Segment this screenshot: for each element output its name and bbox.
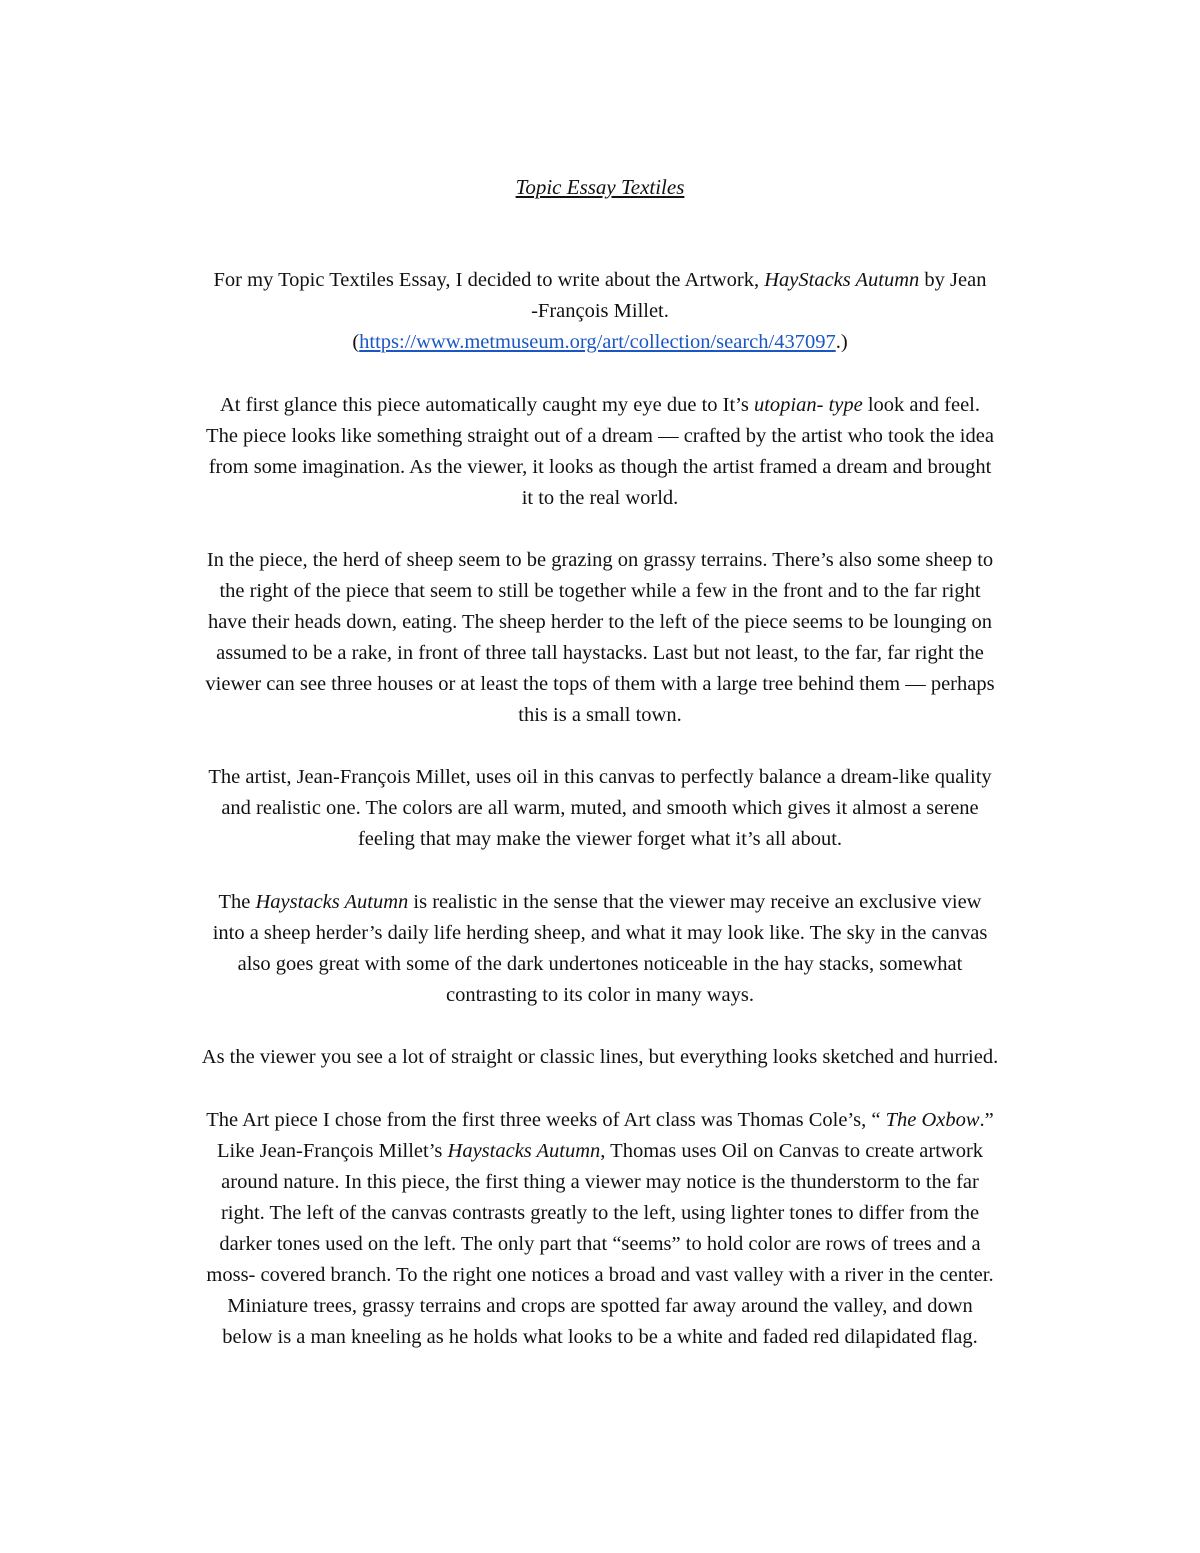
paragraph-line: around nature. In this piece, the first thing a viewer may notice is the thunderstorm to the far [221, 1171, 979, 1193]
paragraph-line: below is a man kneeling as he holds what looks to be a white and faded red dilapidated flag. [222, 1326, 978, 1348]
paragraph-line: also goes great with some of the dark undertones noticeable in the hay stacks, somewhat [237, 953, 963, 975]
paragraph-lines [130, 1042, 1070, 1073]
paragraph-line: contrasting to its color in many ways. [445, 984, 755, 1006]
paragraph-medium [130, 762, 1070, 855]
paragraph-line: Like Jean-François Millet’s Haystacks Autumn, Thomas uses Oil on Canvas to create artwork [216, 1140, 984, 1162]
paragraph-line: At first glance this piece automatically caught my eye due to It’s utopian- type look and feel. [220, 394, 980, 416]
paragraph-line: it to the real world. [521, 487, 679, 509]
paragraph-line: from some imagination. As the viewer, it looks as though the artist framed a dream and brought [208, 456, 992, 478]
paragraph-line: the right of the piece that seem to still be together while a few in the front and to the far right [219, 580, 981, 602]
intro-line-2: -François Millet. [531, 300, 669, 322]
paragraph-line: The piece looks like something straight out of a dream — crafted by the artist who took the idea [206, 425, 994, 447]
paragraph-line: In the piece, the herd of sheep seem to be grazing on grassy terrains. There’s also some sheep to [206, 549, 994, 571]
paragraph-line: assumed to be a rake, in front of three tall haystacks. Last but not least, to the far, far right the [216, 642, 984, 664]
document-title: Topic Essay Textiles [515, 175, 685, 199]
met-museum-link[interactable]: https://www.metmuseum.org/art/collection/search/437097 [359, 331, 836, 353]
artwork-title-italic: HayStacks Autumn [764, 269, 920, 291]
intro-paragraph [130, 265, 1070, 358]
paragraph-line: The Haystacks Autumn is realistic in the sense that the viewer may receive an exclusive view [218, 891, 982, 913]
paragraph-first-glance [130, 390, 1070, 514]
paragraph-realism [130, 887, 1070, 1011]
paragraph-line: into a sheep herder’s daily life herding sheep, and what it may look like. The sky in the canvas [212, 922, 988, 944]
paragraph-line: moss- covered branch. To the right one notices a broad and vast valley with a river in the center. [206, 1264, 994, 1286]
intro-line-1: For my Topic Textiles Essay, I decided to write about the Artwork, HayStacks Autumn by Jean [213, 269, 987, 291]
paragraph-line: As the viewer you see a lot of straight or classic lines, but everything looks sketched and hurried. [201, 1046, 999, 1068]
paragraph-line: viewer can see three houses or at least the tops of them with a large tree behind them — perhaps [205, 673, 995, 695]
paragraph-line: The artist, Jean-François Millet, uses oil in this canvas to perfectly balance a dream-like quality [208, 766, 992, 788]
paragraph-line: feeling that may make the viewer forget what it’s all about. [357, 828, 843, 850]
paragraph-description [130, 545, 1070, 731]
paragraph-oxbow [130, 1105, 1070, 1353]
paragraph-line: Miniature trees, grassy terrains and crops are spotted far away around the valley, and down [227, 1295, 973, 1317]
paragraph-line: have their heads down, eating. The sheep herder to the left of the piece seems to be lounging on [207, 611, 993, 633]
paragraph-line: darker tones used on the left. The only part that “seems” to hold color are rows of trees and a [219, 1233, 981, 1255]
paragraph-line: right. The left of the canvas contrasts greatly to the left, using lighter tones to differ from the [220, 1202, 980, 1224]
paragraph-line: The Art piece I chose from the first three weeks of Art class was Thomas Cole’s, “ The Oxbow.” [206, 1109, 994, 1131]
paragraph-line: and realistic one. The colors are all warm, muted, and smooth which gives it almost a serene [221, 797, 979, 819]
intro-line-3: (https://www.metmuseum.org/art/collection/search/437097.) [352, 331, 848, 353]
paragraph-line: this is a small town. [518, 704, 682, 726]
